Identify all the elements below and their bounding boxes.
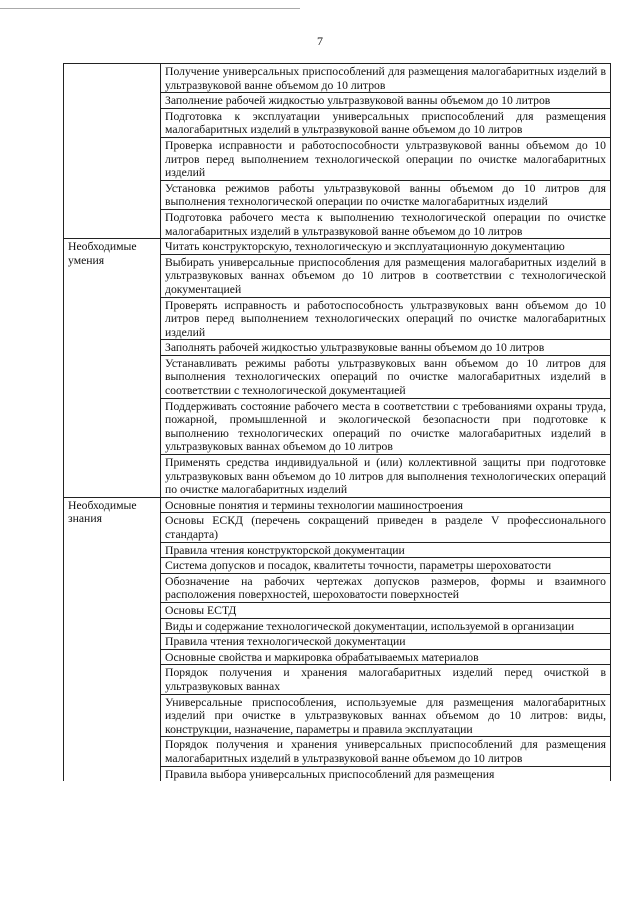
table-cell: Читать конструкторскую, технологическую и эксплуатационную документацию [161, 239, 611, 255]
table-cell: Выбирать универсальные приспособления для размещения малогабаритных изделий в ультразвуковых ваннах объемом до 10 литров в соответствии с технологической документацией [161, 254, 611, 297]
table-cell: Подготовка рабочего места к выполнению технологической операции по очистке малогабаритных изделий в ультразвуковой ванне объемом до 10 литров [161, 209, 611, 238]
section-label-knowledge: Необходимые знания [64, 497, 161, 781]
table-cell: Основы ЕСКД (перечень сокращений приведен в разделе V профессионального стандарта) [161, 513, 611, 542]
section-label-skills: Необходимые умения [64, 239, 161, 498]
table-cell: Основные свойства и маркировка обрабатываемых материалов [161, 649, 611, 665]
section-label [64, 64, 161, 239]
table-cell: Установка режимов работы ультразвуковой ванны объемом до 10 литров для выполнения технологической операции по очистке малогабаритных изделий [161, 180, 611, 209]
table-cell: Обозначение на рабочих чертежах допусков размеров, формы и взаимного расположения поверхностей, шероховатости поверхностей [161, 573, 611, 602]
table-row [64, 497, 611, 513]
top-rule [0, 8, 300, 9]
table-cell: Применять средства индивидуальной и (или) коллективной защиты при подготовке ультразвуковых ванн объемом до 10 литров для выполнения технологических операций по очистке малогабаритных изделий [161, 455, 611, 498]
table-cell: Правила чтения конструкторской документации [161, 542, 611, 558]
requirements-table [63, 63, 611, 781]
table-cell: Универсальные приспособления, используемые для размещения малогабаритных изделий при очистке в ультразвуковых ваннах объемом до 10 литров: виды, конструкции, назначение, параметры и правила эксплуатации [161, 694, 611, 737]
table-row [64, 239, 611, 255]
table-row [64, 64, 611, 93]
table-cell: Получение универсальных приспособлений для размещения малогабаритных изделий в ультразвуковой ванне объемом до 10 литров [161, 64, 611, 93]
table-cell: Основы ЕСТД [161, 602, 611, 618]
table-cell: Система допусков и посадок, квалитеты точности, параметры шероховатости [161, 558, 611, 574]
page-number: 7 [317, 34, 323, 48]
table-cell: Заполнять рабочей жидкостью ультразвуковые ванны объемом до 10 литров [161, 340, 611, 356]
table-cell: Проверка исправности и работоспособности ультразвуковой ванны объемом до 10 литров перед выполнением технологической операции по очистке малогабаритных изделий [161, 137, 611, 180]
table-cell: Правила выбора универсальных приспособлений для размещения [161, 766, 611, 781]
table-cell: Правила чтения технологической документации [161, 634, 611, 650]
table-cell: Подготовка к эксплуатации универсальных приспособлений для размещения малогабаритных изделий в ультразвуковой ванне объемом до 10 литров [161, 108, 611, 137]
table-cell: Заполнение рабочей жидкостью ультразвуковой ванны объемом до 10 литров [161, 93, 611, 109]
table-cell: Основные понятия и термины технологии машиностроения [161, 497, 611, 513]
table-cell: Порядок получения и хранения малогабаритных изделий перед очисткой в ультразвуковых ваннах [161, 665, 611, 694]
table-cell: Проверять исправность и работоспособность ультразвуковых ванн объемом до 10 литров перед выполнением технологических операций по очистке малогабаритных изделий [161, 297, 611, 340]
table-cell: Порядок получения и хранения универсальных приспособлений для размещения малогабаритных изделий в ультразвуковой ванне объемом до 10 литров [161, 737, 611, 766]
table-cell: Виды и содержание технологической документации, используемой в организации [161, 618, 611, 634]
table-cell: Устанавливать режимы работы ультразвуковых ванн объемом до 10 литров для выполнения технологических операций по очистке малогабаритных изделий в соответствии с технологической документацией [161, 355, 611, 398]
table-cell: Поддерживать состояние рабочего места в соответствии с требованиями охраны труда, пожарной, промышленной и экологической безопасности при подготовке к выполнению технологических операций по очистке малогабаритных изделий в ультразвуковых ваннах объемом до 10 литров [161, 398, 611, 454]
